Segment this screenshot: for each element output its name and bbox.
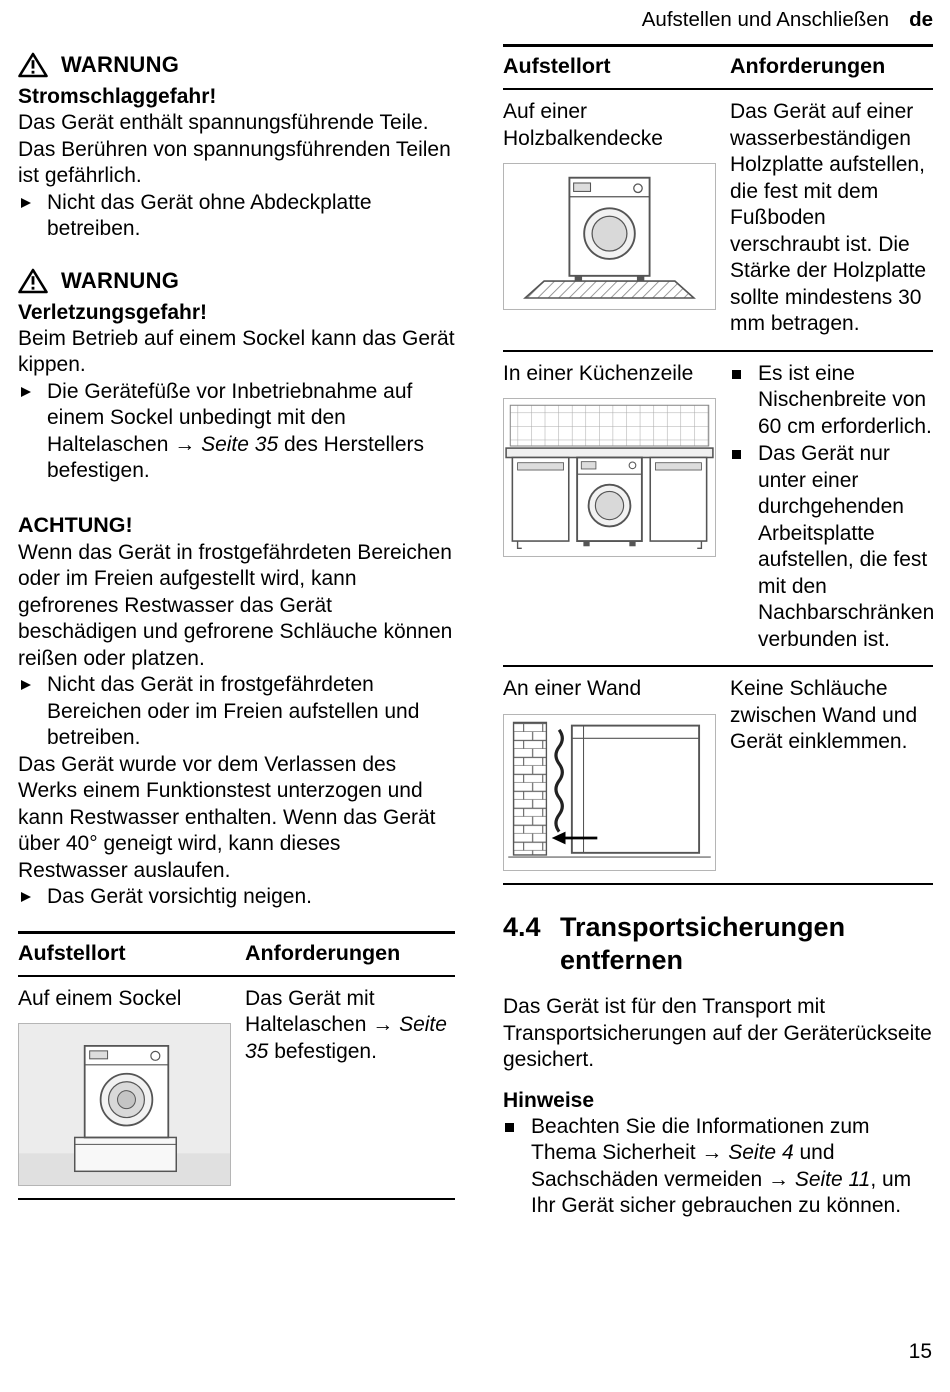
requirement-text — [245, 986, 455, 1066]
note-text — [531, 1114, 933, 1220]
requirement-text: Es ist eine Nischenbreite von 60 cm erforderlich. — [758, 361, 932, 438]
section-number: 4.4 — [503, 912, 541, 943]
location-text: An einer Wand — [503, 677, 642, 700]
placement-table-left — [18, 931, 455, 1201]
action-item — [18, 884, 455, 911]
table-header — [503, 47, 933, 90]
section-intro: Das Gerät ist für den Transport mit Transportsicherungen auf der Geräterückseite gesichert. — [503, 995, 932, 1072]
page-number: 15 — [908, 1340, 932, 1363]
hazard-title: Stromschlaggefahr! — [18, 85, 217, 108]
table-row — [503, 90, 933, 352]
washer-on-pedestal-illustration — [18, 1023, 231, 1186]
requirement-item — [730, 441, 933, 653]
action-text: Das Gerät vorsichtig neigen. — [47, 885, 312, 908]
section-title: Transportsicherungen entfernen — [560, 912, 846, 976]
requirement-part: Das Gerät mit Haltelaschen → — [245, 986, 400, 1036]
attention-label: ACHTUNG! — [18, 512, 133, 537]
note-text-part: , um Ihr Gerät sicher gebrauchen zu können. — [531, 1167, 912, 1218]
warning-body: Das Gerät enthält spannungsführende Teile. Das Berühren von spannungsführenden Teilen ist gefährlich. — [18, 111, 451, 187]
warning-header — [18, 268, 455, 294]
requirement-cell — [730, 361, 933, 654]
location-cell — [503, 99, 730, 338]
note-text-part: Beachten Sie die Informationen zum Thema Sicherheit → — [531, 1114, 870, 1165]
attention-body: Wenn das Gerät in frostgefährdeten Bereichen oder im Freien aufgestellt wird, kann gefrorenes Restwasser das Gerät beschädigen und gefrorene Schläuche können reißen oder platzen. — [18, 540, 453, 670]
column-header-location: Aufstellort — [503, 54, 611, 78]
requirement-cell — [730, 676, 933, 871]
location-cell — [503, 361, 730, 654]
warning-label: WARNUNG — [61, 52, 180, 77]
action-item — [18, 379, 455, 485]
location-cell — [503, 676, 730, 871]
location-text: In einer Küchenzeile — [503, 361, 694, 385]
right-column — [503, 44, 933, 1220]
column-header-requirements: Anforderungen — [245, 940, 401, 965]
square-bullet-icon — [732, 370, 741, 379]
location-cell — [18, 986, 245, 1187]
action-text: Nicht das Gerät ohne Abdeckplatte betreiben. — [47, 190, 372, 240]
chapter-title: Aufstellen und Anschließen — [641, 8, 890, 31]
table-row — [18, 977, 455, 1201]
table-header — [18, 934, 455, 977]
left-column — [18, 52, 455, 1200]
action-text-part: des Herstellers befestigen. — [47, 432, 425, 482]
note-text-part: und Sachschäden vermeiden → — [531, 1141, 835, 1191]
requirement-part: befestigen. — [268, 1039, 377, 1063]
action-text: Nicht das Gerät in frostgefährdeten Bereichen oder im Freien aufstellen und betreiben. — [47, 673, 420, 749]
requirement-cell — [245, 986, 455, 1187]
language-code: de — [909, 8, 933, 31]
washer-on-wooden-floor-illustration — [503, 163, 716, 310]
section-heading — [503, 911, 933, 977]
location-text: Auf einem Sockel — [18, 986, 182, 1010]
hazard-title: Verletzungsgefahr! — [18, 300, 208, 324]
column-header-requirements: Anforderungen — [730, 54, 886, 78]
page-reference: Seite 35 — [245, 1013, 447, 1063]
table-row — [503, 667, 933, 885]
requirement-text: Keine Schläuche zwischen Wand und Gerät einklemmen. — [730, 677, 918, 753]
warning-electric-shock — [18, 52, 455, 243]
page-header — [642, 8, 933, 32]
requirement-text: Das Gerät nur unter einer durchgehenden Arbeitsplatte aufstellen, die fest mit den Nachbarschränken verbunden ist. — [758, 442, 935, 651]
warning-triangle-icon — [18, 52, 48, 78]
attention-body: Das Gerät wurde vor dem Verlassen des Werks einem Funktionstest unterzogen und kann Restwasser enthalten. Wenn das Gerät über 40° geneigt wird, kann dieses Restwasser auslaufen. — [18, 752, 436, 882]
action-text — [47, 379, 455, 485]
notes-label: Hinweise — [503, 1088, 595, 1112]
square-bullet-icon — [732, 450, 741, 459]
page-reference: Seite 11 — [794, 1167, 871, 1191]
requirement-text: Das Gerät auf einer wasserbeständigen Holzplatte aufstellen, die fest mit dem Fußboden verschraubt ist. Die Stärke der Holzplatte sollte mindestens 30 mm betragen. — [730, 100, 927, 335]
requirement-cell — [730, 99, 933, 338]
warning-label: WARNUNG — [61, 267, 180, 293]
page-reference: Seite 4 — [728, 1141, 794, 1165]
column-header-location: Aufstellort — [18, 940, 126, 965]
location-text: Auf einer Holzbalkendecke — [503, 100, 663, 150]
table-row — [503, 352, 933, 668]
placement-table-right — [503, 44, 933, 885]
washer-in-kitchen-unit-illustration — [503, 398, 716, 557]
page-reference: Seite 35 — [201, 432, 279, 456]
requirement-item — [730, 361, 933, 441]
action-item — [18, 190, 455, 243]
note-item — [503, 1114, 933, 1220]
action-text-part: Die Gerätefüße vor Inbetriebnahme auf einem Sockel unbedingt mit den Haltelaschen → — [47, 379, 413, 456]
warning-triangle-icon — [18, 268, 48, 294]
arrow-bullet-icon — [21, 680, 31, 690]
warning-body: Beim Betrieb auf einem Sockel kann das Gerät kippen. — [18, 326, 455, 376]
arrow-bullet-icon — [21, 892, 31, 902]
washer-at-wall-illustration — [503, 714, 716, 872]
attention-notice — [18, 510, 455, 911]
action-item — [18, 672, 455, 752]
arrow-bullet-icon — [21, 198, 31, 208]
arrow-bullet-icon — [21, 387, 31, 397]
warning-header — [18, 52, 455, 78]
square-bullet-icon — [505, 1123, 514, 1132]
warning-injury — [18, 268, 455, 485]
